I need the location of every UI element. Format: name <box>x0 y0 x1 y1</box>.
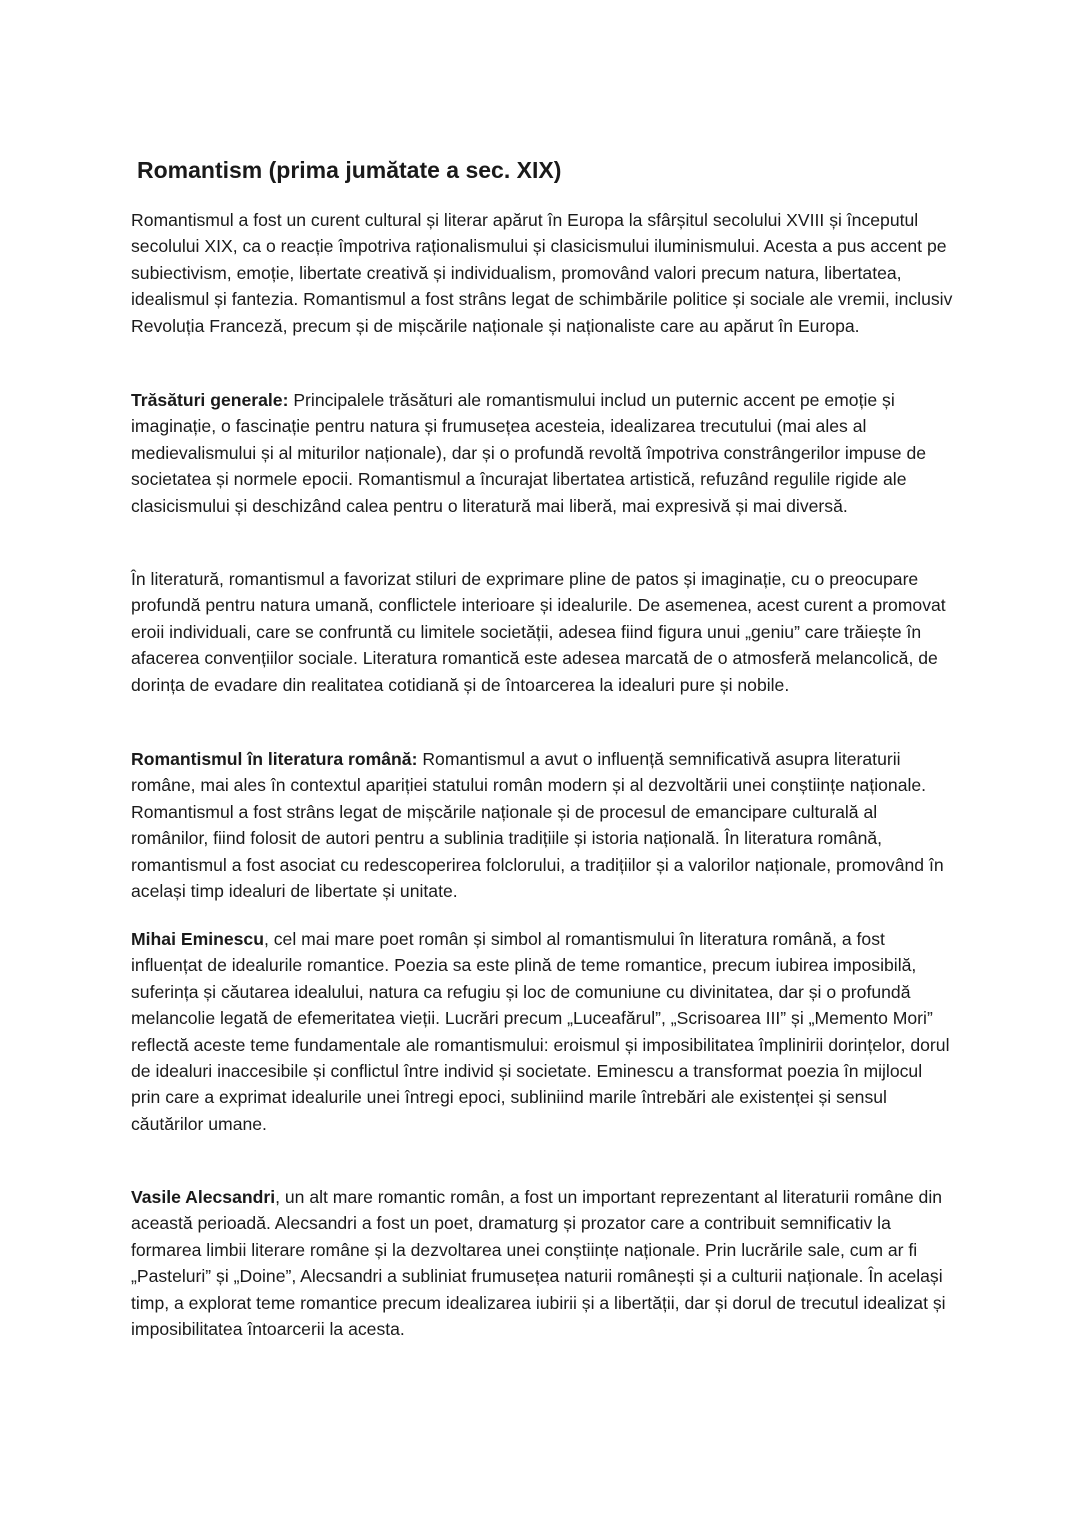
paragraph-text: , un alt mare romantic român, a fost un important reprezentant al literaturii române din această perioadă. Alecsandri a fost un poet, dramaturg și prozator care a contribuit semnificativ la formarea limbii literare române și la dezvoltarea unei conștiințe naționale. Prin lucrările sale, cum ar fi „Pasteluri” și „Doine”, Alecsandri a subliniat frumusețea naturii românești și a culturii naționale. În același timp, a explorat teme romantice precum idealizarea iubirii și a libertății, dar și dorul de trecutul idealizat și imposibilitatea întoarcerii la acesta. <box>131 1187 946 1340</box>
paragraph-eminescu <box>131 926 953 1137</box>
paragraph-lead: Mihai Eminescu <box>131 929 264 949</box>
paragraph-text: , cel mai mare poet român și simbol al romantismului în literatura română, a fost influențat de idealurile romantice. Poezia sa este plină de teme romantice, precum iubirea imposibilă, suferința și căutarea idealului, natura ca refugiu și loc de comuniune cu divinitatea, dar și o profundă melancolie legată de efemeritatea vieții. Lucrări precum „Luceafărul”, „Scrisoarea III” și „Memento Mori” reflectă aceste teme fundamentale ale romantismului: eroismul și imposibilitatea împlinirii dorințelor, dorul de idealuri inaccesibile și conflictul între individ și societate. Eminescu a transformat poezia în mijlocul prin care a exprimat idealurile unei întregi epoci, subliniind marile întrebări ale existenței și sensul căutărilor umane. <box>131 929 950 1134</box>
paragraph-lead: Vasile Alecsandri <box>131 1187 276 1207</box>
paragraph-text: În literatură, romantismul a favorizat stiluri de exprimare pline de patos și imaginație, cu o preocupare profundă pentru natura umană, conflictele interioare și idealurile. De asemenea, acest curent a promovat eroii individuali, care se confruntă cu limitele societății, adesea fiind figura unui „geniu” care trăiește în afacerea convențiilor sociale. Literatura romantică este adesea marcată de o atmosferă melancolică, de dorința de evadare din realitatea cotidiană și de întoarcerea la idealuri pure și nobile. <box>131 569 946 695</box>
paragraph-lead: Romantismul în literatura română: <box>131 749 418 769</box>
paragraph-literature <box>131 566 953 698</box>
paragraph-lead: Trăsături generale: <box>131 390 289 410</box>
paragraph-text: Romantismul a fost un curent cultural și literar apărut în Europa la sfârșitul secolului XVIII și începutul secolului XIX, ca o reacție împotriva raționalismului și clasicismului iluminismului. Acesta a pus accent pe subiectivism, emoție, libertate creativă și individualism, promovând valori precum natura, libertatea, idealismul și fantezia. Romantismul a fost strâns legat de schimbările politice și sociale ale vremii, inclusiv Revoluția Franceză, precum și de mișcările naționale și naționaliste care au apărut în Europa. <box>131 210 953 336</box>
paragraph-text: Romantismul a avut o influență semnificativă asupra literaturii române, mai ales în contextul apariției statului român modern și al dezvoltării unei conștiințe naționale. Romantismul a fost strâns legat de mișcările naționale și de procesul de emancipare culturală al românilor, fiind folosit de autori pentru a sublinia tradițiile și istoria națională. În literatura română, romantismul a fost asociat cu redescoperirea folclorului, a tradițiilor și a valorilor naționale, promovând în același timp idealuri de libertate și unitate. <box>131 749 944 902</box>
paragraph-alecsandri <box>131 1184 953 1342</box>
paragraph-general-traits <box>131 387 953 519</box>
page-title: Romantism (prima jumătate a sec. XIX) <box>137 157 562 183</box>
paragraph-text: Principalele trăsături ale romantismului includ un puternic accent pe emoție și imaginație, o fascinație pentru natura și frumusețea acesteia, idealizarea trecutului (mai ales al medievalismului și al miturilor naționale), dar și o profundă revoltă împotriva constrângerilor impuse de societatea și normele epocii. Romantismul a încurajat libertatea artistică, refuzând regulile rigide ale clasicismului și deschizând calea pentru o literatură mai liberă, mai expresivă și mai diversă. <box>131 390 927 516</box>
paragraph-intro <box>131 207 953 339</box>
paragraph-romanian-literature <box>131 746 953 904</box>
